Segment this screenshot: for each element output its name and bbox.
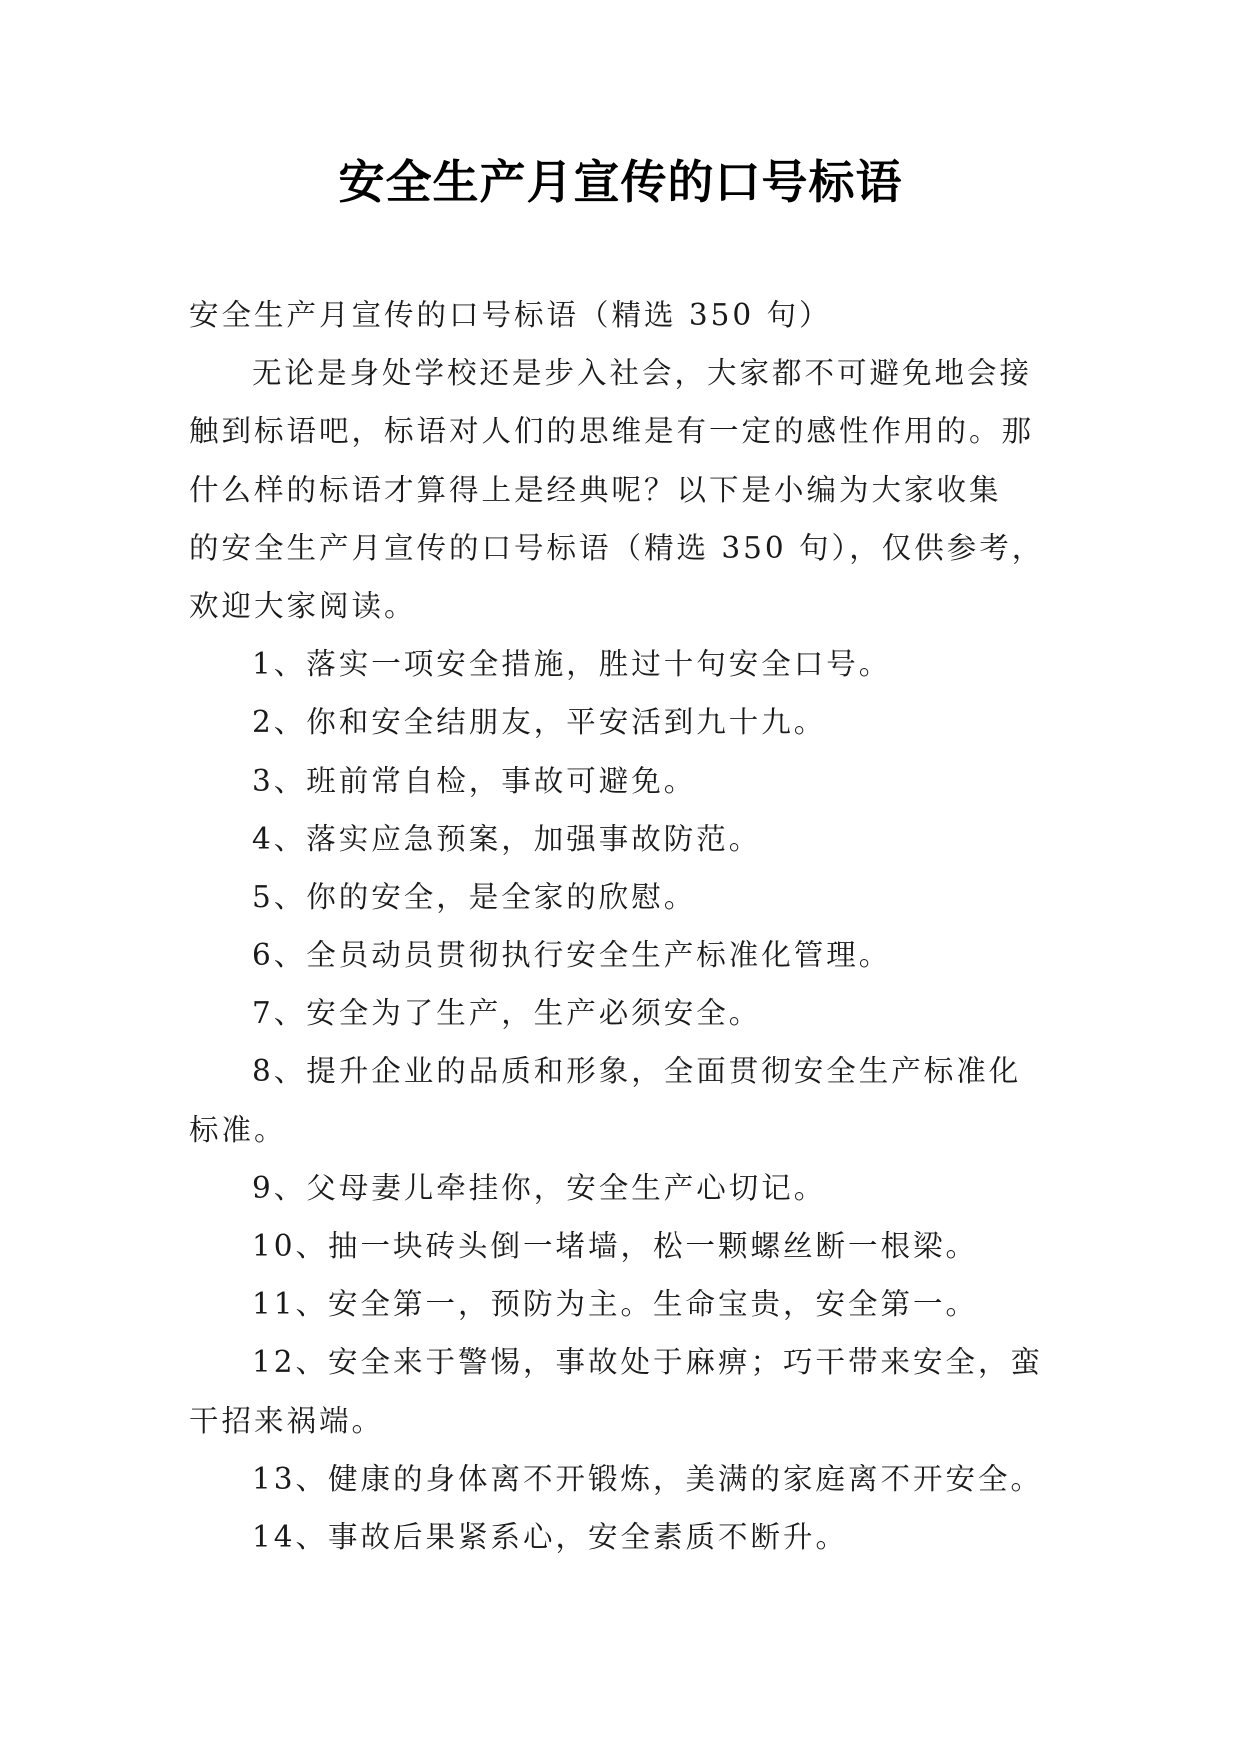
slogan-item: 6、全员动员贯彻执行安全生产标准化管理。 [252, 938, 892, 973]
text-line: 触到标语吧，标语对人们的思维是有一定的感性作用的。那 [189, 414, 1035, 449]
slogan-item: 11、安全第一，预防为主。生命宝贵，安全第一。 [252, 1287, 979, 1322]
document-body [189, 286, 1051, 1566]
slogan-item: 8、提升企业的品质和形象，全面贯彻安全生产标准化 [252, 1054, 1022, 1089]
text-line: 欢迎大家阅读。 [189, 588, 417, 623]
slogan-item: 3、班前常自检，事故可避免。 [252, 763, 697, 798]
slogan-item: 9、父母妻儿牵挂你，安全生产心切记。 [252, 1170, 827, 1205]
text-line: 无论是身处学校还是步入社会，大家都不可避免地会接 [252, 356, 1033, 391]
text-line: 的安全生产月宣传的口号标语（精选 350 句），仅供参考， [189, 530, 1045, 565]
slogan-item: 4、落实应急预案，加强事故防范。 [252, 821, 762, 856]
slogan-item: 13、健康的身体离不开锻炼，美满的家庭离不开安全。 [252, 1461, 1044, 1496]
slogan-item-continuation: 标准。 [189, 1112, 287, 1147]
slogan-item: 2、你和安全结朋友，平安活到九十九。 [252, 705, 827, 740]
slogan-item-continuation: 干招来祸端。 [189, 1403, 385, 1438]
document-title: 安全生产月宣传的口号标语 [338, 155, 903, 209]
text-line: 什么样的标语才算得上是经典呢？以下是小编为大家收集 [189, 472, 1002, 507]
slogan-item: 14、事故后果紧系心，安全素质不断升。 [252, 1519, 849, 1554]
slogan-item: 7、安全为了生产，生产必须安全。 [252, 996, 762, 1031]
slogan-item: 5、你的安全，是全家的欣慰。 [252, 879, 697, 914]
slogan-item: 1、落实一项安全措施，胜过十句安全口号。 [252, 647, 892, 682]
text-line: 安全生产月宣传的口号标语（精选 350 句） [189, 298, 832, 332]
slogan-item: 12、安全来于警惕，事故处于麻痹；巧干带来安全，蛮 [252, 1345, 1044, 1380]
slogan-item: 10、抽一块砖头倒一堵墙，松一颗螺丝断一根梁。 [252, 1229, 979, 1263]
